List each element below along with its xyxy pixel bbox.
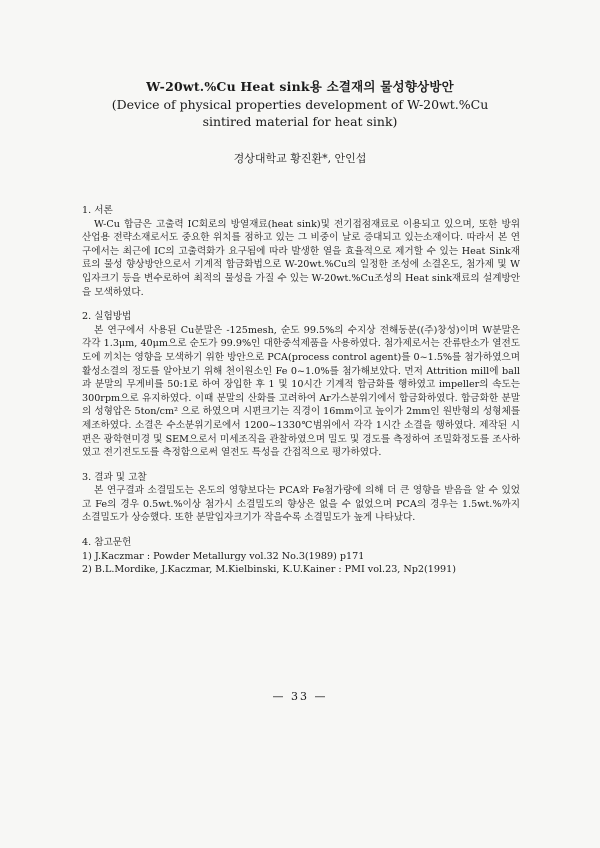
author-affiliation: 경상대학교 황진환*, 안인섭 [233, 152, 367, 165]
section-method [82, 310, 520, 460]
paper-body [82, 204, 520, 588]
section-paragraph: 본 연구결과 소결밀도는 온도의 영향보다는 PCA와 Fe첨가량에 의해 더 큰 영향을 받음을 알 수 있었고 Fe의 경우 0.5wt.%이상 첨가시 소결밀도의 향상은 없을 수 없었으며 PCA의 경우는 1.5wt.%까지 소결밀도가 상승했다. 또한 분말입자크기가 작을수록 소결밀도가 높게 나타났다. [82, 485, 520, 524]
title-english-line-1: (Device of physical properties development of W-20wt.%Cu [111, 97, 489, 112]
section-introduction [82, 204, 520, 299]
section-paragraph: 본 연구에서 사용된 Cu분말은 -125mesh, 순도 99.5%의 수지상 전해동분((주)창성)이며 W분말은 각각 1.3μm, 40μm으로 순도가 99.9%인 대한중석제품을 사용하였다. 첨가제로서는 잔류탄소가 열전도도에 끼치는 영향을 모색하기 위한 방안으로 PCA(process control agent)를 0~1.5%를 첨가하였으며 활성소결의 정도를 알아보기 위해 천이원소인 Fe 0~1.0%를 첨가해보았다. 먼저 Attrition mill에 ball과 분말의 무게비를 50:1로 하여 장입한 후 1 및 10시간 기계적 합금화를 행하였고 impeller의 속도는 300rpm으로 유지하였다. 이때 분말의 산화를 고려하여 Ar가스분위기에서 합금화하였다. 합금화한 분말의 성형압은 5ton/cm² 으로 하였으며 시편크기는 직경이 16mm이고 높이가 2mm인 원반형의 성형체를 제조하였다. 소결은 수소분위기로에서 1200~1330℃범위에서 각각 1시간 소결을 행하였다. 제작된 시편은 광학현미경 및 SEM으로서 미세조직을 관찰하였으며 밀도 및 경도를 측정하여 조밀화정도를 조사하였고 전기전도도를 측정함으로써 열전도 특성을 간접적으로 평가하였다. [82, 324, 520, 459]
page-number: — 33 — [272, 690, 328, 703]
section-paragraph: W-Cu 합금은 고출력 IC회로의 방열재료(heat sink)및 전기접점재료로 이용되고 있으며, 또한 방위 산업용 전략소재로서도 중요한 위치를 점하고 있는 그 비중이 날로 증대되고 있는소재이다. 따라서 본 연구에서는 최근에 IC의 고출력화가 요구됨에 따라 발생한 열을 효율적으로 제거할 수 있는 Heat Sink재료의 물성 향상방안으로서 기계적 합금화법으로 W-20wt.%Cu의 일정한 조성에 소결온도, 첨가제 및 W입자크기 등을 변수로하여 최적의 물성을 가질 수 있는 W-20wt.%Cu조성의 Heat sink재료의 설계방안을 모색하였다. [82, 218, 520, 298]
section-heading: 4. 참고문헌 [82, 537, 132, 549]
section-heading: 1. 서론 [82, 205, 113, 216]
reference-list [82, 550, 520, 577]
title-english-line-2: sintired material for heat sink) [202, 114, 398, 129]
section-results [82, 471, 520, 525]
section-heading: 3. 결과 및 고찰 [82, 471, 147, 483]
section-heading: 2. 실험방법 [82, 311, 132, 323]
section-references [82, 536, 520, 577]
reference-item: 2) B.L.Mordike, J.Kaczmar, M.Kielbinski, K.U.Kainer : PMI vol.23, Np2(1991) [82, 564, 456, 576]
title-korean: W-20wt.%Cu Heat sink용 소결재의 물성향상방안 [146, 79, 454, 94]
reference-item: 1) J.Kaczmar : Powder Metallurgy vol.32 No.3(1989) p171 [82, 550, 365, 562]
title-block [60, 78, 540, 130]
